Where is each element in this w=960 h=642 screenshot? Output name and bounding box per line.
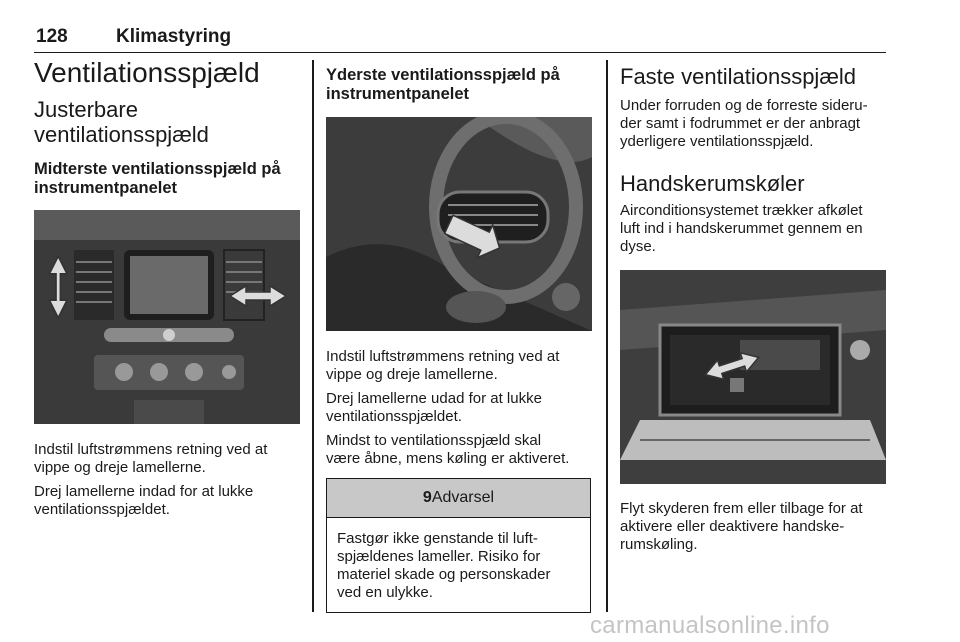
page-header	[34, 26, 886, 53]
section-heading: Yderste ventilationsspjæld på	[326, 66, 560, 84]
warning-title: Advarsel	[431, 489, 495, 506]
column-divider	[606, 60, 608, 612]
paragraph-line: Indstil luftstrømmens retning ved at	[34, 441, 268, 458]
warning-line: ved en ulykke.	[337, 584, 433, 601]
page-number: 128	[36, 26, 68, 47]
warning-line: spjældenes lameller. Risiko for	[337, 548, 541, 565]
section-title: Klimastyring	[116, 26, 232, 47]
paragraph-line: vippe og dreje lamellerne.	[326, 366, 498, 383]
section-heading: Handskerumskøler	[620, 171, 805, 196]
warning-line: materiel skade og personskader	[337, 566, 551, 583]
section-heading: Midterste ventilationsspjæld på	[34, 160, 281, 178]
paragraph-line: ventilationsspjældet.	[326, 408, 462, 425]
paragraph-line: der samt i fodrummet er der anbragt	[620, 115, 861, 132]
warning-body	[327, 518, 590, 612]
paragraph-line: Flyt skyderen frem eller tilbage for at	[620, 500, 863, 517]
column-right	[620, 64, 888, 554]
section-heading: instrumentpanelet	[34, 179, 178, 197]
glovebox-illustration	[620, 270, 886, 484]
column-divider	[312, 60, 314, 612]
section-heading: instrumentpanelet	[326, 85, 470, 103]
paragraph-line: ventilationsspjældet.	[34, 501, 170, 518]
paragraph-line: dyse.	[620, 238, 656, 255]
subtitle-line: ventilationsspjæld	[34, 122, 209, 147]
section-heading: Faste ventilationsspjæld	[620, 64, 857, 89]
paragraph-line: aktivere eller deaktivere handske-	[620, 518, 845, 535]
page-title: Ventilationsspjæld	[34, 57, 260, 88]
paragraph-line: Mindst to ventilationsspjæld skal	[326, 432, 542, 449]
paragraph-line: Under forruden og de forreste sideru-	[620, 97, 868, 114]
outer-vent-illustration	[326, 117, 592, 331]
warning-line: Fastgør ikke genstande til luft-	[337, 530, 538, 547]
center-vent-illustration	[34, 210, 300, 424]
paragraph-line: Indstil luftstrømmens retning ved at	[326, 348, 560, 365]
watermark: carmanualsonline.info	[590, 612, 830, 639]
paragraph-line: Drej lamellerne indad for at lukke	[34, 483, 254, 500]
paragraph-line: være åbne, mens køling er aktiveret.	[326, 450, 570, 467]
paragraph-line: vippe og dreje lamellerne.	[34, 459, 206, 476]
warning-header	[327, 479, 590, 518]
paragraph-line: luft ind i handskerummet gennem en	[620, 220, 863, 237]
paragraph-line: rumskøling.	[620, 536, 698, 553]
paragraph-line: yderligere ventilationsspjæld.	[620, 133, 814, 150]
subtitle-line: Justerbare	[34, 97, 138, 122]
warning-box	[326, 478, 591, 613]
column-left	[34, 56, 302, 519]
paragraph-line: Drej lamellerne udad for at lukke	[326, 390, 542, 407]
column-middle	[326, 66, 594, 613]
warning-icon: 9	[422, 489, 432, 506]
paragraph-line: Airconditionsystemet trækker afkølet	[620, 202, 863, 219]
